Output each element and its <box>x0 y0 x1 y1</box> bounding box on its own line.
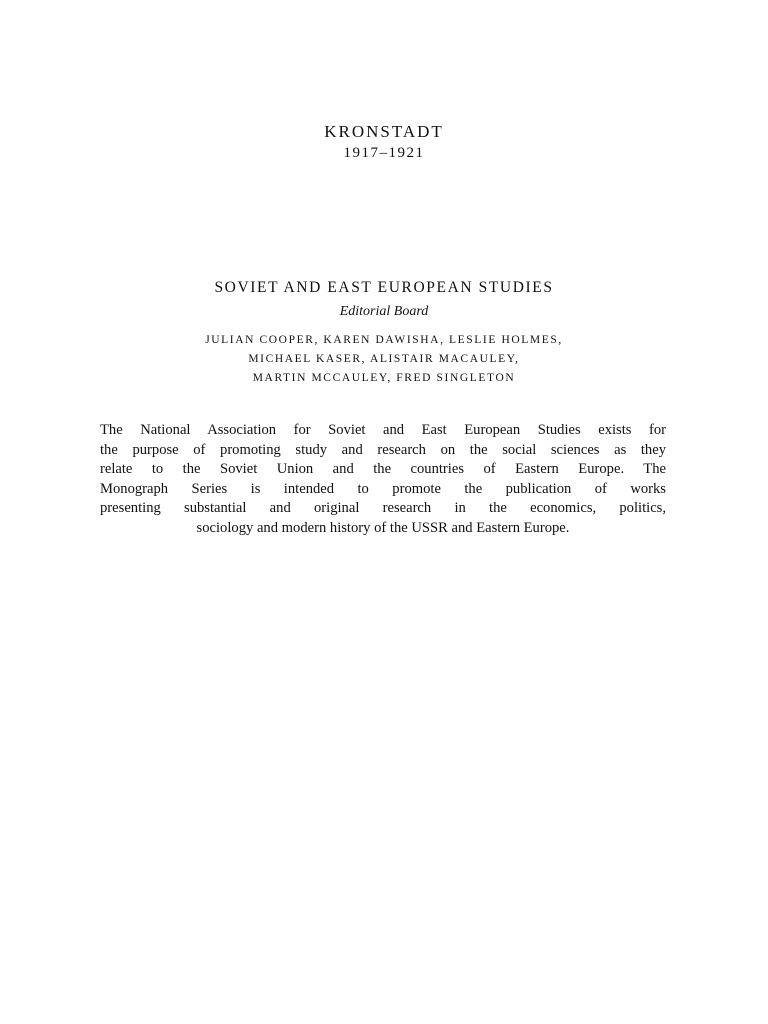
board-members-line: MARTIN MCCAULEY, FRED SINGLETON <box>252 372 516 384</box>
description-line: relate to the Soviet Union and the countries of Eastern Europe. The <box>100 461 666 478</box>
book-title: KRONSTADT <box>324 122 444 141</box>
description-line: The National Association for Soviet and East European Studies exists for <box>100 422 666 438</box>
board-members-line: JULIAN COOPER, KAREN DAWISHA, LESLIE HOLMES, <box>205 334 563 346</box>
book-years: 1917–1921 <box>343 145 425 161</box>
description-line: the purpose of promoting study and research on the social sciences as they <box>100 441 666 458</box>
board-members-line: MICHAEL KASER, ALISTAIR MACAULEY, <box>248 353 520 365</box>
description-line: Monograph Series is intended to promote the publication of works <box>100 480 666 497</box>
series-title: SOVIET AND EAST EUROPEAN STUDIES <box>214 279 554 296</box>
editorial-board-members <box>0 331 768 388</box>
editorial-board-label: Editorial Board <box>339 304 429 319</box>
description-line: sociology and modern history of the USSR and Eastern Europe. <box>196 519 570 536</box>
series-description <box>100 421 666 539</box>
description-line: presenting substantial and original research in the economics, politics, <box>100 500 666 517</box>
